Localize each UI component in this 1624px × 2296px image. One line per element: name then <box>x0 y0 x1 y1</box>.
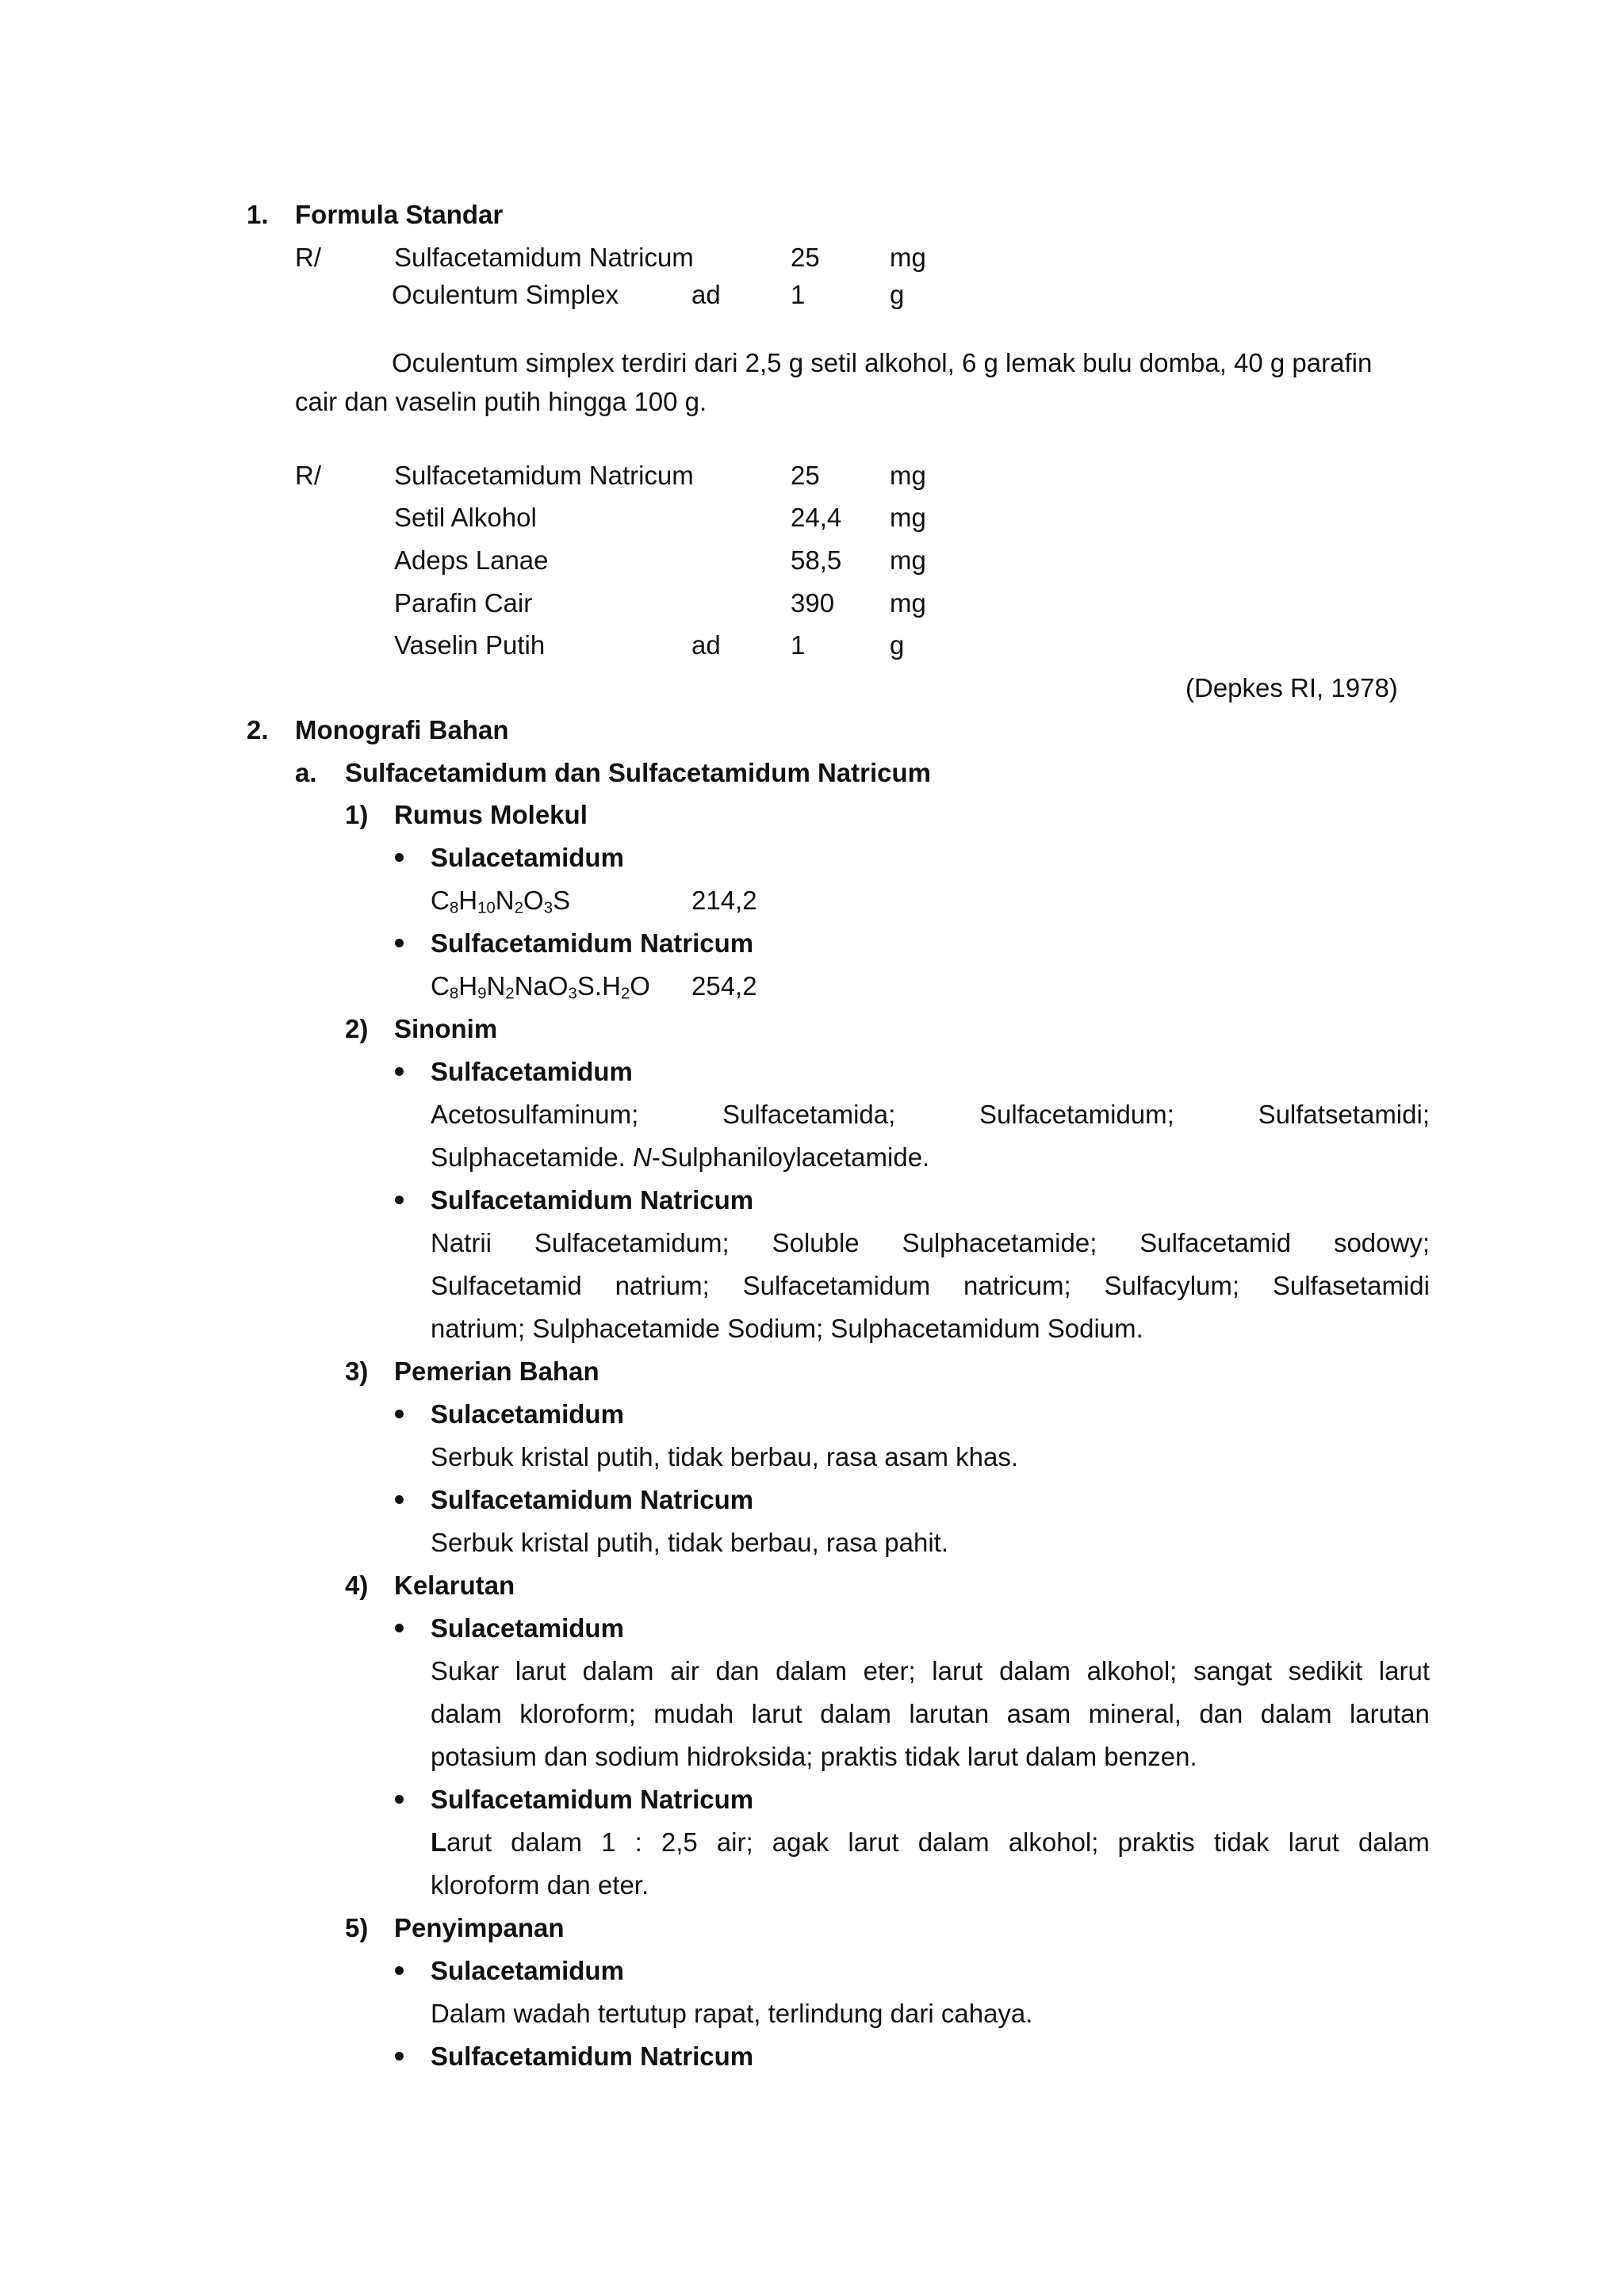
item-title: Kelarutan <box>394 1571 515 1600</box>
ingredient-name: Sulfacetamidum Natricum <box>394 243 694 272</box>
word: larut <box>1378 1656 1430 1686</box>
word: 1 <box>601 1827 616 1857</box>
word: Sulphacetamide; <box>902 1228 1097 1257</box>
justified-line <box>431 1101 1430 1127</box>
bullet-icon <box>395 1067 404 1076</box>
word: dan <box>1199 1699 1243 1728</box>
ingredient-qty: 1 <box>791 280 806 309</box>
section-title: Monografi Bahan <box>295 715 509 744</box>
bullet-title: Sulfacetamidum Natricum <box>431 928 754 958</box>
word: Natrii <box>431 1228 492 1257</box>
paragraph-line: cair dan vaselin putih hingga 100 g. <box>295 387 707 416</box>
bullet-title: Sulacetamidum <box>431 1956 624 1985</box>
ingredient-qty: 24,4 <box>791 503 842 532</box>
word: dalam <box>917 1827 990 1857</box>
ingredient-unit: mg <box>890 503 926 532</box>
bullet-icon <box>395 853 404 862</box>
word: alkohol; <box>1008 1827 1099 1857</box>
justified-line <box>431 1701 1430 1727</box>
word: dalam <box>1358 1827 1430 1857</box>
molecular-formula: $C_8H_9N_2NaO_3S.H_2O$ <box>431 971 650 1003</box>
word: Sulfacetamidum; <box>979 1100 1174 1129</box>
bullet-icon <box>395 2052 404 2061</box>
word: eter; <box>863 1656 916 1686</box>
bullet-title: Sulacetamidum <box>431 1613 624 1643</box>
item-number: 1) <box>345 800 369 829</box>
ingredient-unit: mg <box>890 588 926 618</box>
ingredient-ad: ad <box>691 280 721 309</box>
ingredient-name: Parafin Cair <box>394 588 533 618</box>
item-number: 4) <box>345 1571 369 1600</box>
word: air <box>670 1656 699 1686</box>
citation: (Depkes RI, 1978) <box>1185 673 1398 702</box>
description-line: Serbuk kristal putih, tidak berbau, rasa asam khas. <box>431 1442 1019 1471</box>
ingredient-qty: 390 <box>791 588 835 618</box>
ingredient-qty: 58,5 <box>791 545 842 575</box>
bullet-icon <box>395 1624 404 1632</box>
word: Sulfacetamidum <box>742 1271 931 1300</box>
synonym-line: natrium; Sulphacetamide Sodium; Sulphacetamidum Sodium. <box>431 1314 1143 1343</box>
section-title: Formula Standar <box>295 200 504 229</box>
word: larut <box>515 1656 567 1686</box>
paragraph-line: Oculentum simplex terdiri dari 2,5 g setil alkohol, 6 g lemak bulu domba, 40 g parafin <box>392 348 1373 377</box>
item-title: Pemerian Bahan <box>394 1357 599 1386</box>
bullet-title: Sulacetamidum <box>431 1399 624 1429</box>
synonym-line: Sulphacetamide. N-Sulphaniloylacetamide. <box>431 1142 930 1172</box>
bullet-title: Sulacetamidum <box>431 843 624 872</box>
bullet-title: Sulfacetamidum Natricum <box>431 1485 754 1514</box>
ingredient-name: Sulfacetamidum Natricum <box>394 461 694 490</box>
bullet-icon <box>395 939 404 947</box>
storage-line: Dalam wadah tertutup rapat, terlindung dari cahaya. <box>431 1999 1033 2028</box>
word: Soluble <box>772 1228 860 1257</box>
word: larutan <box>1349 1699 1430 1728</box>
molecular-formula: $C_8H_{10}N_2O_3S$ <box>431 886 571 917</box>
solubility-line: potasium dan sodium hidroksida; praktis tidak larut dalam benzen. <box>431 1742 1197 1771</box>
ingredient-name: Setil Alkohol <box>394 503 537 532</box>
ingredient-ad: ad <box>691 630 721 660</box>
bullet-title: Sulfacetamidum Natricum <box>431 1785 754 1814</box>
ingredient-name: Adeps Lanae <box>394 545 549 575</box>
ingredient-unit: g <box>890 280 905 309</box>
word: natricum; <box>963 1271 1071 1300</box>
section-number: 2. <box>247 715 269 744</box>
description-line: Serbuk kristal putih, tidak berbau, rasa pahit. <box>431 1528 949 1557</box>
recipe-r-symbol: R/ <box>295 243 321 272</box>
bullet-icon <box>395 1410 404 1418</box>
word: mineral, <box>1088 1699 1182 1728</box>
subsection-letter: a. <box>295 758 317 787</box>
word: Sulfacetamidum; <box>534 1228 730 1257</box>
word: dalam <box>776 1656 847 1686</box>
word: Larut <box>431 1827 492 1857</box>
item-number: 2) <box>345 1014 369 1043</box>
word: larut <box>848 1827 899 1857</box>
molecular-weight: 254,2 <box>691 971 757 1001</box>
molecular-weight: 214,2 <box>691 886 757 915</box>
item-number: 3) <box>345 1357 369 1386</box>
ingredient-name: Vaselin Putih <box>394 630 546 660</box>
bullet-icon <box>395 1966 404 1975</box>
word: tidak <box>1213 1827 1270 1857</box>
word: larut <box>1288 1827 1339 1857</box>
word: asam <box>1006 1699 1071 1728</box>
ingredient-unit: mg <box>890 545 926 575</box>
word: praktis <box>1117 1827 1195 1857</box>
word: dan <box>715 1656 760 1686</box>
word: 2,5 <box>661 1827 698 1857</box>
word: dalam <box>1260 1699 1332 1728</box>
item-title: Sinonim <box>394 1014 498 1043</box>
word: air; <box>716 1827 753 1857</box>
ingredient-name: Oculentum Simplex <box>392 280 619 309</box>
bullet-title: Sulfacetamidum Natricum <box>431 1185 754 1215</box>
word: Sulfacylum; <box>1104 1271 1240 1300</box>
word: mudah <box>653 1699 734 1728</box>
word: Sulfasetamidi <box>1272 1271 1430 1300</box>
bullet-icon <box>395 1196 404 1204</box>
word: larutan <box>909 1699 990 1728</box>
item-title: Penyimpanan <box>394 1913 565 1942</box>
word: sodowy; <box>1333 1228 1430 1257</box>
word: : <box>634 1827 642 1857</box>
justified-line <box>431 1272 1430 1299</box>
ingredient-unit: g <box>890 630 905 660</box>
word: Sulfacetamid <box>1139 1228 1292 1257</box>
word: sangat <box>1193 1656 1273 1686</box>
word: dalam <box>431 1699 502 1728</box>
ingredient-qty: 1 <box>791 630 806 660</box>
word: larut <box>932 1656 983 1686</box>
word: Sulfatsetamidi; <box>1258 1100 1430 1129</box>
word: agak <box>772 1827 829 1857</box>
bullet-icon <box>395 1795 404 1804</box>
bullet-title: Sulfacetamidum Natricum <box>431 2042 754 2071</box>
word: alkohol; <box>1086 1656 1178 1686</box>
bullet-icon <box>395 1495 404 1504</box>
justified-line <box>431 1829 1430 1855</box>
word: kloroform; <box>519 1699 636 1728</box>
item-title: Rumus Molekul <box>394 800 588 829</box>
item-number: 5) <box>345 1913 369 1942</box>
solubility-line: kloroform dan eter. <box>431 1870 649 1900</box>
section-number: 1. <box>247 200 269 229</box>
ingredient-unit: mg <box>890 243 926 272</box>
word: dalam <box>511 1827 583 1857</box>
ingredient-qty: 25 <box>791 243 820 272</box>
word: larut <box>751 1699 802 1728</box>
recipe-r-symbol: R/ <box>295 461 321 490</box>
word: dalam <box>999 1656 1071 1686</box>
ingredient-unit: mg <box>890 461 926 490</box>
word: natrium; <box>615 1271 710 1300</box>
word: dalam <box>582 1656 654 1686</box>
bullet-title: Sulfacetamidum <box>431 1057 633 1086</box>
ingredient-qty: 25 <box>791 461 820 490</box>
word: sedikit <box>1288 1656 1363 1686</box>
justified-line <box>431 1230 1430 1256</box>
subsection-title: Sulfacetamidum dan Sulfacetamidum Natricum <box>345 758 932 787</box>
justified-line <box>431 1658 1430 1684</box>
word: dalam <box>820 1699 891 1728</box>
word: Sulfacetamid <box>431 1271 582 1300</box>
word: Acetosulfaminum; <box>431 1100 639 1129</box>
word: Sukar <box>431 1656 500 1686</box>
word: Sulfacetamida; <box>722 1100 896 1129</box>
